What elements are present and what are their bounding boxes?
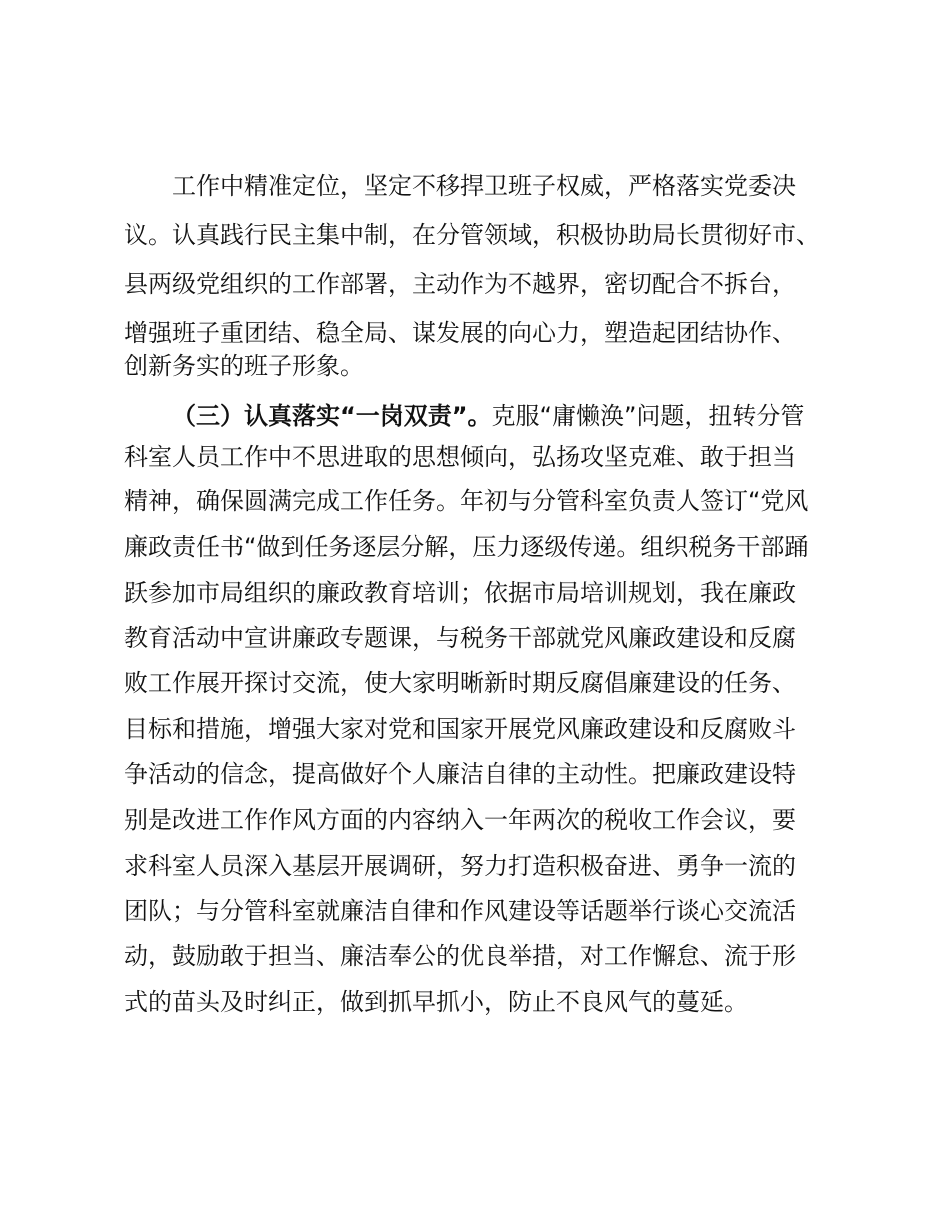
paragraph-line: 精神，确保圆满完成工作任务。年初与分管科室负责人签订“党风 [124, 487, 809, 515]
paragraph-line: 科室人员工作中不思进取的思想倾向，弘扬攻坚克难、敢于担当 [124, 443, 796, 471]
section-heading: （三）认真落实“一岗双责”。 [172, 402, 492, 430]
paragraph-line: 团队；与分管科室就廉洁自律和作风建设等话题举行谈心交流活 [124, 897, 796, 925]
paragraph-line: 求科室人员深入基层开展调研，努力打造积极奋进、勇争一流的 [124, 852, 796, 880]
paragraph-line: 教育活动中宣讲廉政专题课，与税务干部就党风廉政建设和反腐 [124, 624, 796, 652]
paragraph-line: 式的苗头及时纠正，做到抓早抓小，防止不良风气的蔓延。 [124, 988, 748, 1016]
paragraph-line: 别是改进工作作风方面的内容纳入一年两次的税收工作会议，要 [124, 806, 796, 834]
paragraph-line: 廉政责任书“做到任务逐层分解，压力逐级传递。组织税务干部踊 [124, 533, 809, 561]
paragraph-line: 跃参加市局组织的廉政教育培训；依据市局培训规划，我在廉政 [124, 579, 796, 607]
paragraph-line: 创新务实的班子形象。 [124, 352, 364, 380]
paragraph-line: 县两级党组织的工作部署，主动作为不越界，密切配合不拆台， [124, 270, 796, 298]
paragraph-line: 争活动的信念，提高做好个人廉洁自律的主动性。把廉政建设特 [124, 760, 796, 788]
paragraph-line: 动，鼓励敢于担当、廉洁奉公的优良举措，对工作懈怠、流于形 [124, 942, 796, 970]
paragraph-line: 增强班子重团结、稳全局、谋发展的向心力，塑造起团结协作、 [124, 319, 796, 347]
paragraph-line: 议。认真践行民主集中制，在分管领域，积极协助局长贯彻好市、 [124, 221, 820, 249]
paragraph-line: 败工作展开探讨交流，使大家明晰新时期反腐倡廉建设的任务、 [124, 669, 796, 697]
section-first-line-text: 克服“庸懒涣”问题，扭转分管 [491, 402, 805, 430]
paragraph-line: 目标和措施，增强大家对党和国家开展党风廉政建设和反腐败斗 [124, 715, 796, 743]
paragraph-line: 工作中精准定位，坚定不移捍卫班子权威，严格落实党委决 [172, 172, 796, 200]
section-first-line [172, 396, 804, 436]
